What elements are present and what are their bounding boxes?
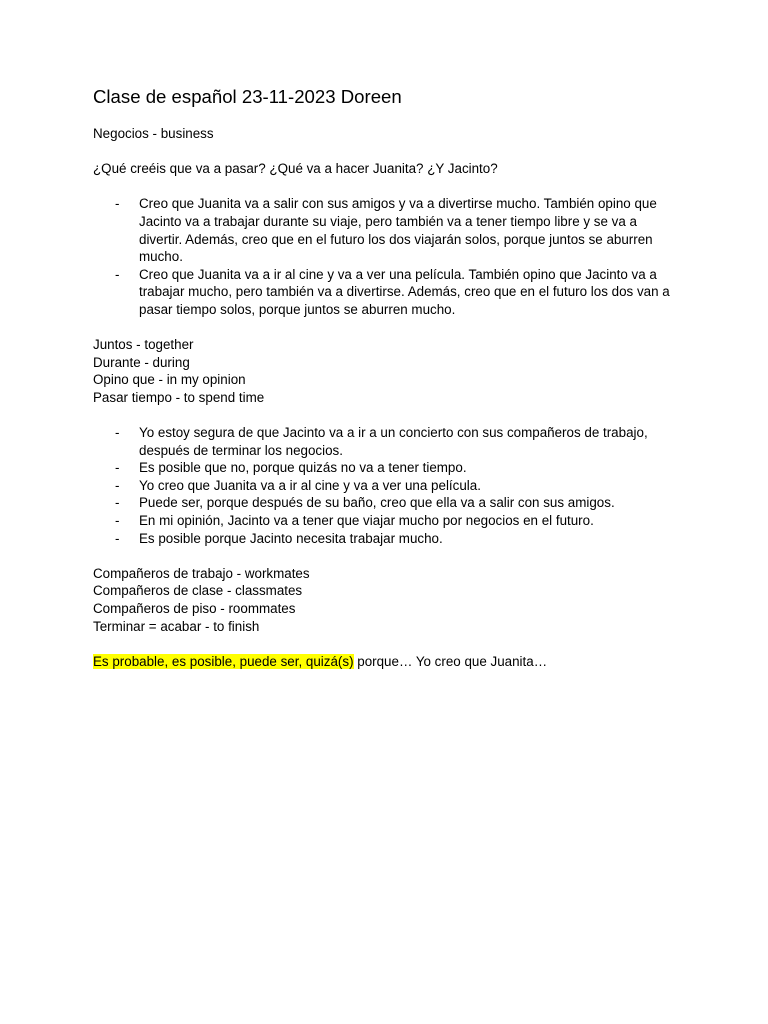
vocab-line: Compañeros de trabajo - workmates — [93, 565, 310, 581]
dash-bullet: - — [115, 477, 120, 493]
vocab-line: Compañeros de piso - roommates — [93, 601, 296, 617]
list-item-text: Creo que Juanita va a salir con sus amigos y va a divertirse mucho. También opino que Jacinto va a trabajar durante su viaje, pero también va a tener tiempo libre y se va a divertir. Además, creo que en el futuro los dos viajarán solos, porque juntos se aburren mucho. — [139, 196, 657, 265]
dash-bullet: - — [115, 530, 120, 546]
answer-list-2 — [93, 424, 683, 547]
list-item-text: Creo que Juanita va a ir al cine y va a ver una película. También opino que Jacinto va a trabajar mucho, pero también va a divertirse. Además, creo que en el futuro los dos van a pasar tiempo solos, porque juntos se aburren mucho. — [139, 266, 670, 317]
blank-line — [93, 635, 683, 653]
list-item-text: Yo creo que Juanita va a ir al cine y va a ver una película. — [139, 477, 481, 493]
vocab-negocios: Negocios - business — [93, 126, 214, 141]
document-title: Clase de español 23-11-2023 Doreen — [93, 86, 402, 107]
list-item-text: En mi opinión, Jacinto va a tener que viajar mucho por negocios en el futuro. — [139, 513, 594, 529]
list-item — [93, 459, 683, 477]
list-item-text: Es posible que no, porque quizás no va a tener tiempo. — [139, 460, 467, 476]
dash-bullet: - — [115, 266, 120, 282]
list-item-text: Yo estoy segura de que Jacinto va a ir a un concierto con sus compañeros de trabajo, después de terminar los negocios. — [139, 425, 648, 458]
list-item — [93, 266, 683, 319]
list-item-text: Puede ser, porque después de su baño, creo que ella va a salir con sus amigos. — [139, 495, 615, 511]
vocab-line: Terminar = acabar - to finish — [93, 618, 260, 634]
vocab-line: Juntos - together — [93, 337, 194, 353]
list-item — [93, 424, 683, 459]
discussion-question: ¿Qué creéis que va a pasar? ¿Qué va a hacer Juanita? ¿Y Jacinto? — [93, 161, 498, 177]
list-item — [93, 530, 683, 548]
dash-bullet: - — [115, 513, 120, 529]
list-item — [93, 195, 683, 265]
blank-line — [93, 319, 683, 337]
vocab-line: Pasar tiempo - to spend time — [93, 389, 265, 405]
blank-line — [93, 143, 683, 161]
vocab-line: Opino que - in my opinion — [93, 372, 246, 388]
final-sentence-rest: porque… Yo creo que Juanita… — [353, 653, 548, 669]
answer-list-1 — [93, 195, 683, 318]
vocab-list-1 — [93, 336, 683, 406]
blank-line — [93, 547, 683, 565]
document-body — [93, 85, 683, 670]
blank-line — [93, 178, 683, 196]
vocab-list-2 — [93, 565, 683, 635]
dash-bullet: - — [115, 196, 120, 212]
dash-bullet: - — [115, 460, 120, 476]
highlighted-phrase: Es probable, es posible, puede ser, quizá(s) — [93, 653, 354, 669]
list-item — [93, 477, 683, 495]
dash-bullet: - — [115, 425, 120, 441]
final-sentence — [93, 653, 683, 671]
blank-line — [93, 407, 683, 425]
list-item-text: Es posible porque Jacinto necesita trabajar mucho. — [139, 530, 443, 546]
list-item — [93, 494, 683, 512]
vocab-line: Compañeros de clase - classmates — [93, 583, 303, 599]
list-item — [93, 512, 683, 530]
dash-bullet: - — [115, 495, 120, 511]
vocab-line: Durante - during — [93, 354, 190, 370]
